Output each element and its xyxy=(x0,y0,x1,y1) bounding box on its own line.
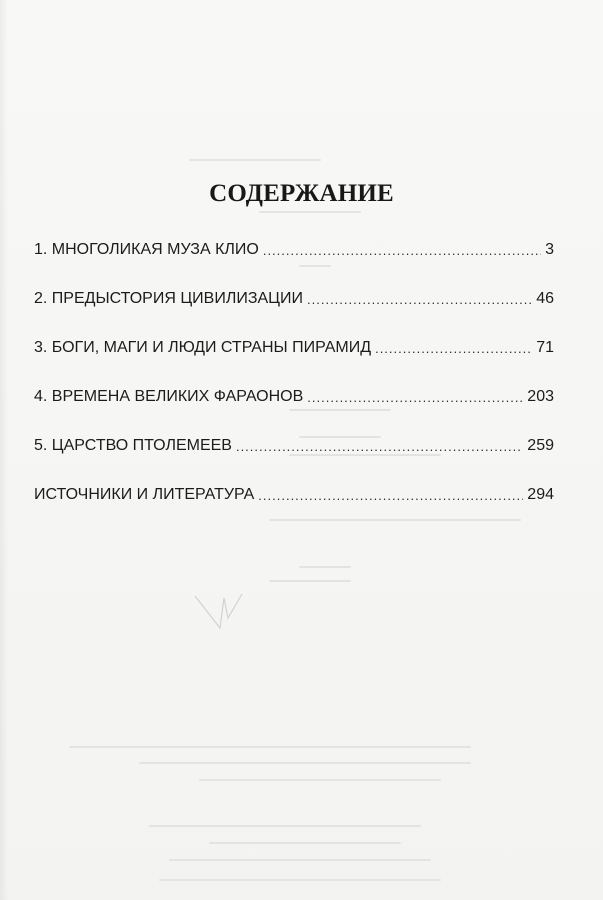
toc-entry-label: 4. ВРЕМЕНА ВЕЛИКИХ ФАРАОНОВ xyxy=(34,388,304,405)
toc-entry-label: 5. ЦАРСТВО ПТОЛЕМЕЕВ xyxy=(34,437,232,454)
toc-page-number: 259 xyxy=(527,437,554,454)
toc-page-number: 294 xyxy=(527,486,554,503)
toc-entry[interactable] xyxy=(34,358,554,407)
toc-leader-dots xyxy=(258,487,523,505)
toc-entry[interactable] xyxy=(34,236,554,260)
toc-leader-dots xyxy=(263,242,541,260)
toc-entry-label: 1. МНОГОЛИКАЯ МУЗА КЛИО xyxy=(34,241,259,258)
toc-entry-label: 2. ПРЕДЫСТОРИЯ ЦИВИЛИЗАЦИИ xyxy=(34,290,304,307)
toc-entry[interactable] xyxy=(34,260,554,309)
toc-entry-label: 3. БОГИ, МАГИ И ЛЮДИ СТРАНЫ ПИРАМИД xyxy=(34,339,372,356)
toc-leader-dots xyxy=(375,340,532,358)
toc-entry[interactable] xyxy=(34,456,554,505)
toc-leader-dots xyxy=(307,389,523,407)
toc-page-number: 203 xyxy=(527,388,554,405)
toc-leader-dots xyxy=(236,438,523,456)
toc-entry[interactable] xyxy=(34,407,554,456)
toc-leader-dots xyxy=(307,291,532,309)
page-title: СОДЕРЖАНИЕ xyxy=(209,180,394,207)
toc-page-number: 46 xyxy=(536,290,554,307)
toc-entry[interactable] xyxy=(34,309,554,358)
toc-entry-label: ИСТОЧНИКИ И ЛИТЕРАТУРА xyxy=(34,486,255,503)
table-of-contents xyxy=(34,236,554,505)
toc-page-number: 3 xyxy=(545,241,554,258)
toc-page-number: 71 xyxy=(536,339,554,356)
